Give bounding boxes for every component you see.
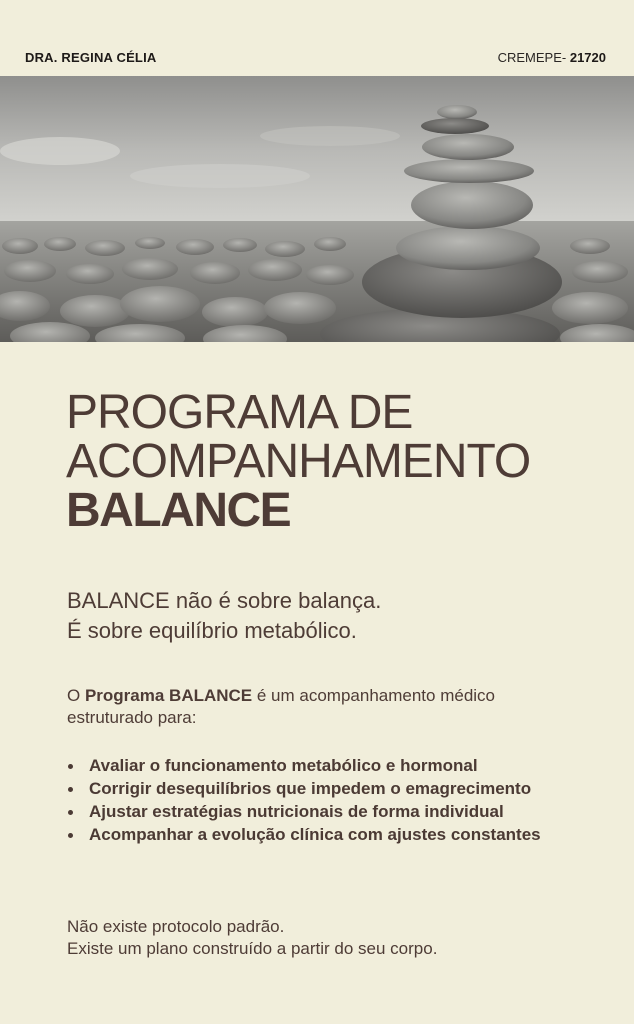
crm-registration bbox=[498, 50, 606, 65]
list-item: Corrigir desequilíbrios que impedem o emagrecimento bbox=[67, 778, 557, 800]
list-item: Ajustar estratégias nutricionais de forma individual bbox=[67, 801, 557, 823]
title-line-2: ACOMPANHAMENTO bbox=[66, 435, 531, 488]
objectives-list bbox=[67, 755, 557, 847]
program-name: Programa BALANCE bbox=[84, 686, 253, 705]
crm-number: 21720 bbox=[569, 50, 606, 65]
intro-prefix: O bbox=[67, 686, 85, 705]
doctor-name: DRA. REGINA CÉLIA bbox=[25, 50, 157, 65]
page-title bbox=[66, 388, 530, 535]
list-item: Avaliar o funcionamento metabólico e hormonal bbox=[67, 755, 557, 777]
closing-text bbox=[67, 916, 437, 960]
subtitle-line-1: BALANCE não é sobre balança. bbox=[67, 588, 382, 613]
subtitle bbox=[67, 586, 381, 646]
list-item: Acompanhar a evolução clínica com ajustes constantes bbox=[67, 824, 557, 846]
crm-prefix: CREMEPE- bbox=[497, 50, 567, 65]
intro-paragraph bbox=[67, 685, 567, 729]
subtitle-line-2: É sobre equilíbrio metabólico. bbox=[67, 618, 357, 643]
closing-line-1: Não existe protocolo padrão. bbox=[67, 917, 285, 936]
title-line-3: BALANCE bbox=[66, 484, 291, 537]
header bbox=[0, 0, 634, 76]
closing-line-2: Existe um plano construído a partir do seu corpo. bbox=[67, 939, 438, 958]
stacked-stones-image bbox=[0, 76, 634, 342]
title-line-1: PROGRAMA DE bbox=[66, 386, 413, 439]
intro-suffix: é um acompanhamento médico estruturado para: bbox=[67, 686, 496, 727]
